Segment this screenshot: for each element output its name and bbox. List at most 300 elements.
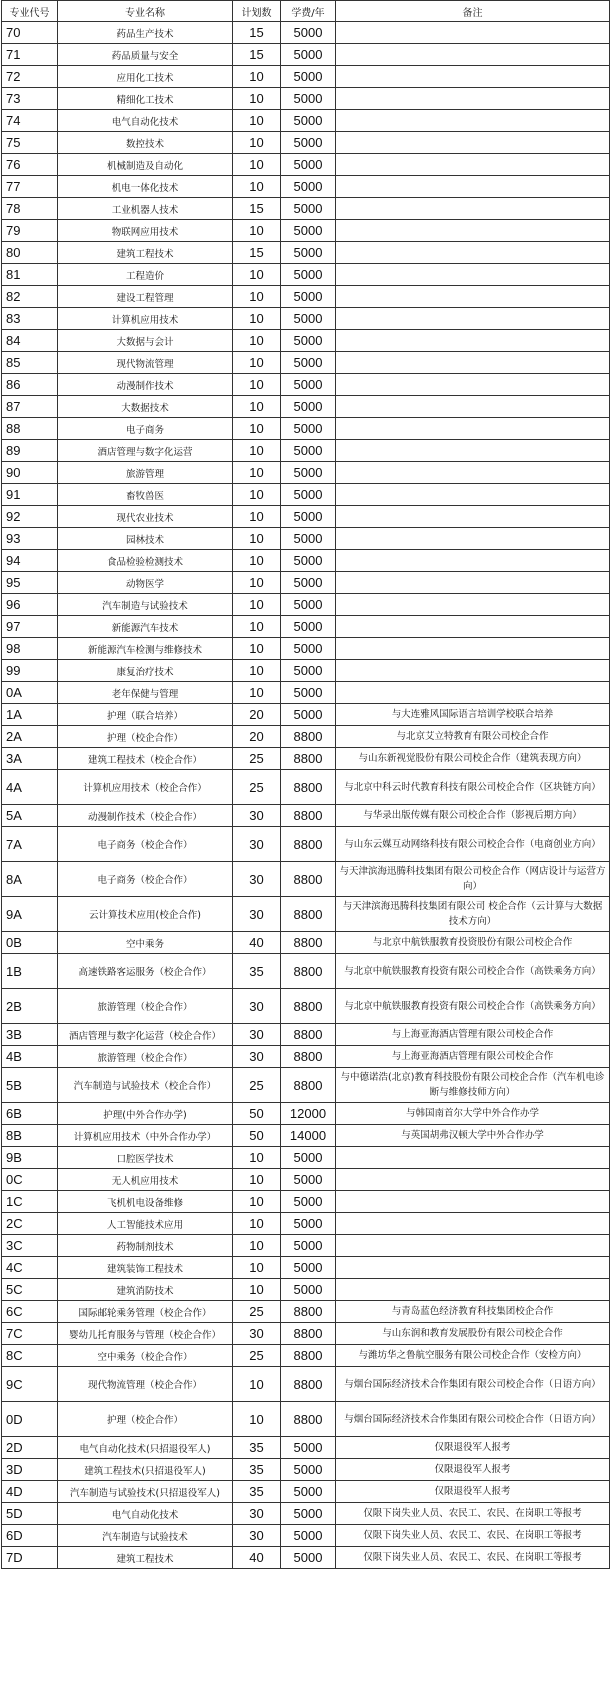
remark-cell: 仅限下岗失业人员、农民工、农民、在岗职工等报考 [336, 1547, 610, 1569]
major-name-cell: 现代物流管理 [58, 352, 233, 374]
plan-count-cell: 30 [233, 1046, 281, 1068]
remark-cell: 与大连雅风国际语言培训学校联合培养 [336, 704, 610, 726]
major-name-cell: 大数据技术 [58, 396, 233, 418]
major-name-cell: 人工智能技术应用 [58, 1213, 233, 1235]
tuition-cell: 5000 [281, 286, 336, 308]
table-row [2, 1503, 610, 1525]
plan-count-cell: 10 [233, 1279, 281, 1301]
table-row [2, 1169, 610, 1191]
plan-count-cell: 10 [233, 1147, 281, 1169]
major-name-cell: 机电一体化技术 [58, 176, 233, 198]
table-row [2, 897, 610, 932]
major-code-cell: 81 [2, 264, 58, 286]
major-name-cell: 酒店管理与数字化运营（校企合作） [58, 1024, 233, 1046]
major-code-cell: 94 [2, 550, 58, 572]
remark-cell: 与北京中科云时代教育科技有限公司校企合作（区块链方向） [336, 770, 610, 805]
tuition-cell: 8800 [281, 1068, 336, 1103]
table-row [2, 66, 610, 88]
enrollment-plan-table [1, 0, 610, 1569]
table-row [2, 932, 610, 954]
table-row [2, 374, 610, 396]
table-row [2, 660, 610, 682]
table-row [2, 1191, 610, 1213]
major-code-cell: 5C [2, 1279, 58, 1301]
plan-count-cell: 30 [233, 1323, 281, 1345]
plan-count-cell: 10 [233, 110, 281, 132]
remark-cell [336, 88, 610, 110]
major-code-cell: 3A [2, 748, 58, 770]
major-code-cell: 0C [2, 1169, 58, 1191]
remark-cell: 与山东云媒互动网络科技有限公司校企合作（电商创业方向） [336, 827, 610, 862]
plan-count-cell: 20 [233, 704, 281, 726]
major-name-cell: 计算机应用技术（校企合作） [58, 770, 233, 805]
table-row [2, 132, 610, 154]
plan-count-cell: 30 [233, 1503, 281, 1525]
table-row [2, 1068, 610, 1103]
tuition-cell: 8800 [281, 1024, 336, 1046]
tuition-cell: 5000 [281, 1147, 336, 1169]
major-name-cell: 空中乘务（校企合作） [58, 1345, 233, 1367]
tuition-cell: 8800 [281, 1367, 336, 1402]
plan-count-cell: 10 [233, 594, 281, 616]
remark-cell: 与山东新视觉股份有限公司校企合作（建筑表现方向） [336, 748, 610, 770]
major-name-cell: 空中乘务 [58, 932, 233, 954]
tuition-cell: 5000 [281, 352, 336, 374]
major-name-cell: 建筑工程技术 [58, 242, 233, 264]
remark-cell: 与上海亚海酒店管理有限公司校企合作 [336, 1046, 610, 1068]
header-code: 专业代号 [2, 1, 58, 22]
major-code-cell: 3C [2, 1235, 58, 1257]
tuition-cell: 5000 [281, 198, 336, 220]
major-code-cell: 3D [2, 1459, 58, 1481]
remark-cell [336, 572, 610, 594]
major-name-cell: 建设工程管理 [58, 286, 233, 308]
major-name-cell: 汽车制造与试验技术 [58, 594, 233, 616]
table-row [2, 88, 610, 110]
major-name-cell: 大数据与会计 [58, 330, 233, 352]
remark-cell [336, 1191, 610, 1213]
plan-count-cell: 10 [233, 616, 281, 638]
remark-cell [336, 440, 610, 462]
major-code-cell: 86 [2, 374, 58, 396]
tuition-cell: 8800 [281, 897, 336, 932]
major-code-cell: 90 [2, 462, 58, 484]
major-code-cell: 98 [2, 638, 58, 660]
major-name-cell: 工业机器人技术 [58, 198, 233, 220]
remark-cell [336, 506, 610, 528]
major-code-cell: 92 [2, 506, 58, 528]
major-name-cell: 现代农业技术 [58, 506, 233, 528]
remark-cell [336, 220, 610, 242]
plan-count-cell: 10 [233, 88, 281, 110]
remark-cell [336, 1279, 610, 1301]
major-code-cell: 75 [2, 132, 58, 154]
major-code-cell: 73 [2, 88, 58, 110]
major-name-cell: 动漫制作技术（校企合作） [58, 805, 233, 827]
remark-cell [336, 1257, 610, 1279]
remark-cell: 与英国胡弗汉顿大学中外合作办学 [336, 1125, 610, 1147]
plan-count-cell: 30 [233, 1525, 281, 1547]
table-row [2, 1024, 610, 1046]
plan-count-cell: 35 [233, 954, 281, 989]
table-row [2, 484, 610, 506]
major-name-cell: 飞机机电设备维修 [58, 1191, 233, 1213]
tuition-cell: 5000 [281, 1459, 336, 1481]
tuition-cell: 5000 [281, 44, 336, 66]
plan-count-cell: 10 [233, 418, 281, 440]
major-name-cell: 电子商务 [58, 418, 233, 440]
major-code-cell: 0A [2, 682, 58, 704]
major-code-cell: 93 [2, 528, 58, 550]
major-code-cell: 87 [2, 396, 58, 418]
major-name-cell: 药品质量与安全 [58, 44, 233, 66]
major-code-cell: 71 [2, 44, 58, 66]
plan-count-cell: 10 [233, 1367, 281, 1402]
table-row [2, 1257, 610, 1279]
major-code-cell: 80 [2, 242, 58, 264]
remark-cell [336, 110, 610, 132]
major-code-cell: 6B [2, 1103, 58, 1125]
tuition-cell: 5000 [281, 374, 336, 396]
remark-cell [336, 660, 610, 682]
remark-cell [336, 1169, 610, 1191]
major-name-cell: 电气自动化技术(只招退役军人) [58, 1437, 233, 1459]
remark-cell [336, 374, 610, 396]
major-code-cell: 83 [2, 308, 58, 330]
tuition-cell: 5000 [281, 462, 336, 484]
major-name-cell: 高速铁路客运服务（校企合作） [58, 954, 233, 989]
major-code-cell: 0B [2, 932, 58, 954]
tuition-cell: 5000 [281, 176, 336, 198]
plan-count-cell: 10 [233, 660, 281, 682]
major-name-cell: 电子商务（校企合作） [58, 862, 233, 897]
table-row [2, 176, 610, 198]
remark-cell: 仅限退役军人报考 [336, 1481, 610, 1503]
table-row [2, 330, 610, 352]
table-row [2, 110, 610, 132]
plan-count-cell: 25 [233, 770, 281, 805]
table-row [2, 418, 610, 440]
table-body [2, 22, 610, 1569]
major-code-cell: 9B [2, 1147, 58, 1169]
major-code-cell: 6D [2, 1525, 58, 1547]
table-row [2, 528, 610, 550]
major-name-cell: 国际邮轮乘务管理（校企合作） [58, 1301, 233, 1323]
major-code-cell: 78 [2, 198, 58, 220]
plan-count-cell: 25 [233, 748, 281, 770]
major-code-cell: 5B [2, 1068, 58, 1103]
major-code-cell: 77 [2, 176, 58, 198]
remark-cell: 仅限退役军人报考 [336, 1437, 610, 1459]
plan-count-cell: 35 [233, 1459, 281, 1481]
plan-count-cell: 35 [233, 1437, 281, 1459]
table-row [2, 726, 610, 748]
tuition-cell: 5000 [281, 1235, 336, 1257]
plan-count-cell: 10 [233, 638, 281, 660]
tuition-cell: 5000 [281, 264, 336, 286]
table-row [2, 506, 610, 528]
table-row [2, 989, 610, 1024]
plan-count-cell: 10 [233, 264, 281, 286]
major-name-cell: 药品生产技术 [58, 22, 233, 44]
tuition-cell: 5000 [281, 154, 336, 176]
plan-count-cell: 10 [233, 462, 281, 484]
remark-cell: 仅限退役军人报考 [336, 1459, 610, 1481]
major-name-cell: 现代物流管理（校企合作） [58, 1367, 233, 1402]
major-name-cell: 新能源汽车技术 [58, 616, 233, 638]
remark-cell [336, 418, 610, 440]
major-code-cell: 89 [2, 440, 58, 462]
remark-cell: 与山东润和教育发展股份有限公司校企合作 [336, 1323, 610, 1345]
tuition-cell: 8800 [281, 932, 336, 954]
remark-cell [336, 396, 610, 418]
major-name-cell: 电子商务（校企合作） [58, 827, 233, 862]
table-row [2, 440, 610, 462]
tuition-cell: 8800 [281, 989, 336, 1024]
major-name-cell: 汽车制造与试验技术(只招退役军人) [58, 1481, 233, 1503]
plan-count-cell: 25 [233, 1301, 281, 1323]
tuition-cell: 5000 [281, 1169, 336, 1191]
tuition-cell: 8800 [281, 862, 336, 897]
plan-count-cell: 40 [233, 1547, 281, 1569]
tuition-cell: 5000 [281, 594, 336, 616]
table-row [2, 1345, 610, 1367]
major-name-cell: 应用化工技术 [58, 66, 233, 88]
plan-count-cell: 10 [233, 308, 281, 330]
header-row [2, 1, 610, 22]
tuition-cell: 5000 [281, 682, 336, 704]
remark-cell [336, 462, 610, 484]
tuition-cell: 8800 [281, 748, 336, 770]
remark-cell: 与北京中航铁服教育投资有限公司校企合作（高铁乘务方向） [336, 954, 610, 989]
major-code-cell: 82 [2, 286, 58, 308]
tuition-cell: 8800 [281, 1402, 336, 1437]
remark-cell [336, 1147, 610, 1169]
major-name-cell: 动漫制作技术 [58, 374, 233, 396]
remark-cell [336, 242, 610, 264]
table-row [2, 704, 610, 726]
remark-cell [336, 1213, 610, 1235]
table-row [2, 616, 610, 638]
plan-count-cell: 25 [233, 1068, 281, 1103]
table-row [2, 1103, 610, 1125]
plan-count-cell: 10 [233, 1402, 281, 1437]
major-code-cell: 9C [2, 1367, 58, 1402]
remark-cell: 与潍坊华之鲁航空服务有限公司校企合作（安检方向） [336, 1345, 610, 1367]
major-code-cell: 3B [2, 1024, 58, 1046]
tuition-cell: 5000 [281, 1525, 336, 1547]
major-code-cell: 99 [2, 660, 58, 682]
plan-count-cell: 10 [233, 1191, 281, 1213]
table-row [2, 1279, 610, 1301]
major-code-cell: 2B [2, 989, 58, 1024]
major-code-cell: 74 [2, 110, 58, 132]
header-name: 专业名称 [58, 1, 233, 22]
remark-cell: 与烟台国际经济技术合作集团有限公司校企合作（日语方向） [336, 1367, 610, 1402]
plan-count-cell: 10 [233, 330, 281, 352]
major-code-cell: 96 [2, 594, 58, 616]
major-code-cell: 8C [2, 1345, 58, 1367]
major-name-cell: 护理（联合培养） [58, 704, 233, 726]
tuition-cell: 5000 [281, 1257, 336, 1279]
table-row [2, 198, 610, 220]
major-name-cell: 护理（校企合作） [58, 726, 233, 748]
major-name-cell: 动物医学 [58, 572, 233, 594]
tuition-cell: 8800 [281, 827, 336, 862]
remark-cell [336, 264, 610, 286]
major-name-cell: 汽车制造与试验技术（校企合作） [58, 1068, 233, 1103]
plan-count-cell: 30 [233, 827, 281, 862]
table-row [2, 594, 610, 616]
remark-cell [336, 638, 610, 660]
remark-cell: 与韩国南首尔大学中外合作办学 [336, 1103, 610, 1125]
remark-cell [336, 176, 610, 198]
header-note: 备注 [336, 1, 610, 22]
table-row [2, 1213, 610, 1235]
plan-count-cell: 10 [233, 1213, 281, 1235]
table-row [2, 805, 610, 827]
table-row [2, 286, 610, 308]
table-row [2, 1147, 610, 1169]
table-row [2, 242, 610, 264]
major-code-cell: 70 [2, 22, 58, 44]
major-code-cell: 7A [2, 827, 58, 862]
table-row [2, 572, 610, 594]
table-row [2, 1481, 610, 1503]
table-row [2, 1235, 610, 1257]
tuition-cell: 12000 [281, 1103, 336, 1125]
plan-count-cell: 15 [233, 198, 281, 220]
major-name-cell: 建筑装饰工程技术 [58, 1257, 233, 1279]
remark-cell [336, 66, 610, 88]
major-name-cell: 电气自动化技术 [58, 110, 233, 132]
tuition-cell: 5000 [281, 110, 336, 132]
major-name-cell: 旅游管理（校企合作） [58, 989, 233, 1024]
tuition-cell: 8800 [281, 1301, 336, 1323]
table-row [2, 264, 610, 286]
major-name-cell: 畜牧兽医 [58, 484, 233, 506]
tuition-cell: 5000 [281, 1547, 336, 1569]
plan-count-cell: 50 [233, 1125, 281, 1147]
tuition-cell: 5000 [281, 1191, 336, 1213]
plan-count-cell: 10 [233, 550, 281, 572]
plan-count-cell: 15 [233, 22, 281, 44]
plan-count-cell: 10 [233, 1235, 281, 1257]
major-name-cell: 护理（校企合作） [58, 1402, 233, 1437]
major-code-cell: 85 [2, 352, 58, 374]
major-name-cell: 建筑工程技术（校企合作） [58, 748, 233, 770]
plan-count-cell: 10 [233, 528, 281, 550]
table-row [2, 638, 610, 660]
major-code-cell: 91 [2, 484, 58, 506]
major-code-cell: 8B [2, 1125, 58, 1147]
plan-count-cell: 10 [233, 506, 281, 528]
remark-cell: 与天津滨海迅腾科技集团有限公司校企合作（网店设计与运营方向） [336, 862, 610, 897]
remark-cell: 仅限下岗失业人员、农民工、农民、在岗职工等报考 [336, 1503, 610, 1525]
major-name-cell: 云计算技术应用(校企合作) [58, 897, 233, 932]
tuition-cell: 8800 [281, 1323, 336, 1345]
plan-count-cell: 10 [233, 396, 281, 418]
plan-count-cell: 35 [233, 1481, 281, 1503]
plan-count-cell: 10 [233, 220, 281, 242]
major-code-cell: 79 [2, 220, 58, 242]
remark-cell [336, 198, 610, 220]
tuition-cell: 5000 [281, 484, 336, 506]
table-row [2, 748, 610, 770]
tuition-cell: 5000 [281, 88, 336, 110]
remark-cell: 与烟台国际经济技术合作集团有限公司校企合作（日语方向） [336, 1402, 610, 1437]
major-code-cell: 1B [2, 954, 58, 989]
plan-count-cell: 10 [233, 484, 281, 506]
major-code-cell: 97 [2, 616, 58, 638]
header-plan: 计划数 [233, 1, 281, 22]
major-name-cell: 建筑工程技术 [58, 1547, 233, 1569]
table-row [2, 1459, 610, 1481]
major-code-cell: 5D [2, 1503, 58, 1525]
plan-count-cell: 20 [233, 726, 281, 748]
tuition-cell: 8800 [281, 805, 336, 827]
plan-count-cell: 10 [233, 176, 281, 198]
tuition-cell: 5000 [281, 1481, 336, 1503]
major-name-cell: 婴幼儿托育服务与管理（校企合作） [58, 1323, 233, 1345]
major-name-cell: 电气自动化技术 [58, 1503, 233, 1525]
tuition-cell: 5000 [281, 550, 336, 572]
tuition-cell: 8800 [281, 1046, 336, 1068]
major-name-cell: 计算机应用技术 [58, 308, 233, 330]
major-code-cell: 4C [2, 1257, 58, 1279]
plan-count-cell: 10 [233, 682, 281, 704]
table-row [2, 827, 610, 862]
major-code-cell: 2A [2, 726, 58, 748]
tuition-cell: 8800 [281, 726, 336, 748]
remark-cell: 与中德诺浩(北京)教育科技股份有限公司校企合作（汽车机电诊断与维修技师方向） [336, 1068, 610, 1103]
tuition-cell: 5000 [281, 572, 336, 594]
tuition-cell: 5000 [281, 1503, 336, 1525]
major-code-cell: 7C [2, 1323, 58, 1345]
major-code-cell: 2C [2, 1213, 58, 1235]
remark-cell [336, 44, 610, 66]
major-code-cell: 6C [2, 1301, 58, 1323]
tuition-cell: 5000 [281, 330, 336, 352]
remark-cell [336, 528, 610, 550]
major-name-cell: 旅游管理 [58, 462, 233, 484]
tuition-cell: 5000 [281, 506, 336, 528]
major-code-cell: 1A [2, 704, 58, 726]
remark-cell: 与北京中航铁服教育投资有限公司校企合作（高铁乘务方向） [336, 989, 610, 1024]
plan-count-cell: 30 [233, 1024, 281, 1046]
major-code-cell: 95 [2, 572, 58, 594]
tuition-cell: 5000 [281, 1213, 336, 1235]
major-code-cell: 1C [2, 1191, 58, 1213]
major-code-cell: 4D [2, 1481, 58, 1503]
tuition-cell: 5000 [281, 660, 336, 682]
major-code-cell: 88 [2, 418, 58, 440]
plan-count-cell: 30 [233, 862, 281, 897]
table-row [2, 308, 610, 330]
table-row [2, 462, 610, 484]
tuition-cell: 5000 [281, 308, 336, 330]
tuition-cell: 5000 [281, 242, 336, 264]
major-name-cell: 汽车制造与试验技术 [58, 1525, 233, 1547]
major-code-cell: 72 [2, 66, 58, 88]
plan-count-cell: 15 [233, 44, 281, 66]
table-row [2, 1367, 610, 1402]
plan-count-cell: 10 [233, 440, 281, 462]
remark-cell [336, 308, 610, 330]
major-name-cell: 建筑消防技术 [58, 1279, 233, 1301]
tuition-cell: 5000 [281, 66, 336, 88]
remark-cell: 与北京中航铁服教育投资股份有限公司校企合作 [336, 932, 610, 954]
